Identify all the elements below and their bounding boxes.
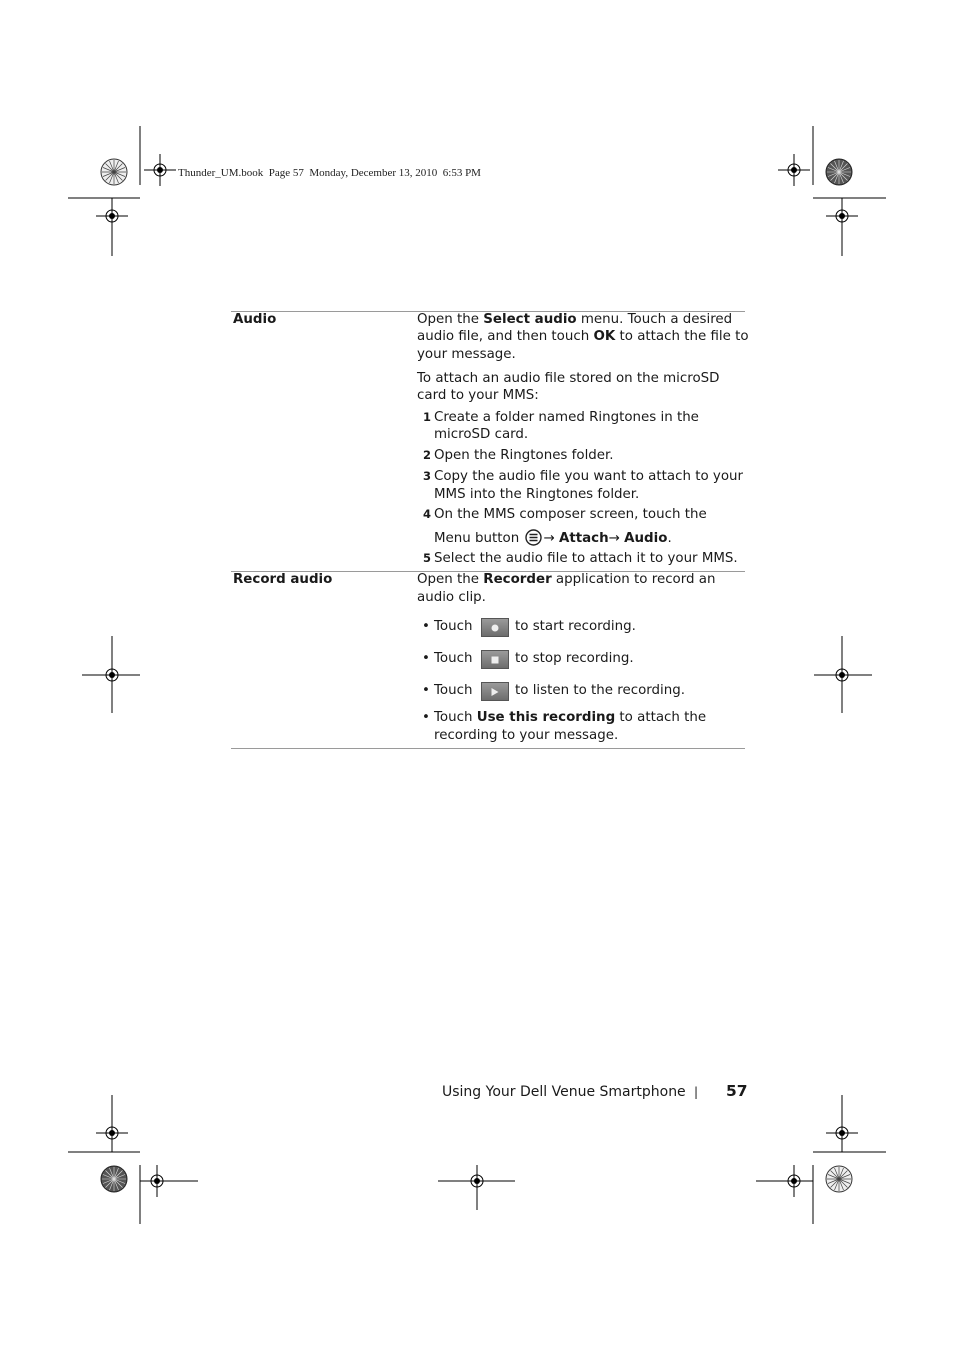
bullet-dot: • bbox=[422, 710, 430, 725]
bullet-dot: • bbox=[422, 683, 430, 698]
footer-title: Using Your Dell Venue Smartphone bbox=[442, 1084, 686, 1100]
record-para1-line2: audio clip. bbox=[417, 590, 486, 605]
step-text: Open the Ringtones folder. bbox=[434, 448, 614, 463]
step-number: 3 bbox=[423, 469, 432, 483]
step4-line2: Menu button → Attach→ Audio. bbox=[434, 529, 672, 552]
step-text: Create a folder named Ringtones in the bbox=[434, 410, 699, 425]
table-bottom-rule bbox=[231, 748, 745, 749]
audio-para2-line2: card to your MMS: bbox=[417, 388, 539, 403]
step-number: 5 bbox=[423, 551, 432, 565]
footer-separator: | bbox=[694, 1085, 699, 1099]
audio-para1-line1: Open the Select audio menu. Touch a desired bbox=[417, 312, 733, 327]
bullet-text: to start recording. bbox=[515, 619, 636, 634]
last-bullet-line2: recording to your message. bbox=[434, 728, 619, 743]
bullet-dot: • bbox=[422, 619, 430, 634]
last-bullet-line1: Touch Use this recording to attach the bbox=[434, 710, 707, 725]
bullet-text: to stop recording. bbox=[515, 651, 634, 666]
step-text: Select the audio file to attach it to your MMS. bbox=[434, 551, 738, 566]
step-number: 2 bbox=[423, 448, 432, 462]
menu-icon bbox=[525, 529, 542, 552]
step-number: 1 bbox=[423, 410, 432, 424]
bullet-touch: Touch bbox=[434, 683, 473, 698]
bullet-touch: Touch bbox=[434, 619, 473, 634]
record-icon bbox=[481, 618, 509, 637]
step-text: On the MMS composer screen, touch the bbox=[434, 507, 707, 522]
row-label-audio: Audio bbox=[233, 312, 277, 327]
audio-para1-line3: your message. bbox=[417, 347, 516, 362]
play-icon bbox=[481, 682, 509, 701]
audio-para2-line1: To attach an audio file stored on the microSD bbox=[417, 371, 720, 386]
row-label-record-audio: Record audio bbox=[233, 572, 333, 587]
step-text: microSD card. bbox=[434, 427, 529, 442]
step-number: 4 bbox=[423, 507, 432, 521]
step-text: Copy the audio file you want to attach to your bbox=[434, 469, 744, 484]
step-text: MMS into the Ringtones folder. bbox=[434, 487, 640, 502]
bullet-dot: • bbox=[422, 651, 430, 666]
stop-icon bbox=[481, 650, 509, 669]
print-header: Thunder_UM.book Page 57 Monday, December 13, 2010 6:53 PM bbox=[178, 167, 481, 179]
record-para1-line1: Open the Recorder application to record an bbox=[417, 572, 716, 587]
bullet-touch: Touch bbox=[434, 651, 473, 666]
audio-para1-line2: audio file, and then touch OK to attach the file to bbox=[417, 329, 749, 344]
page-number: 57 bbox=[726, 1082, 748, 1100]
bullet-text: to listen to the recording. bbox=[515, 683, 686, 698]
